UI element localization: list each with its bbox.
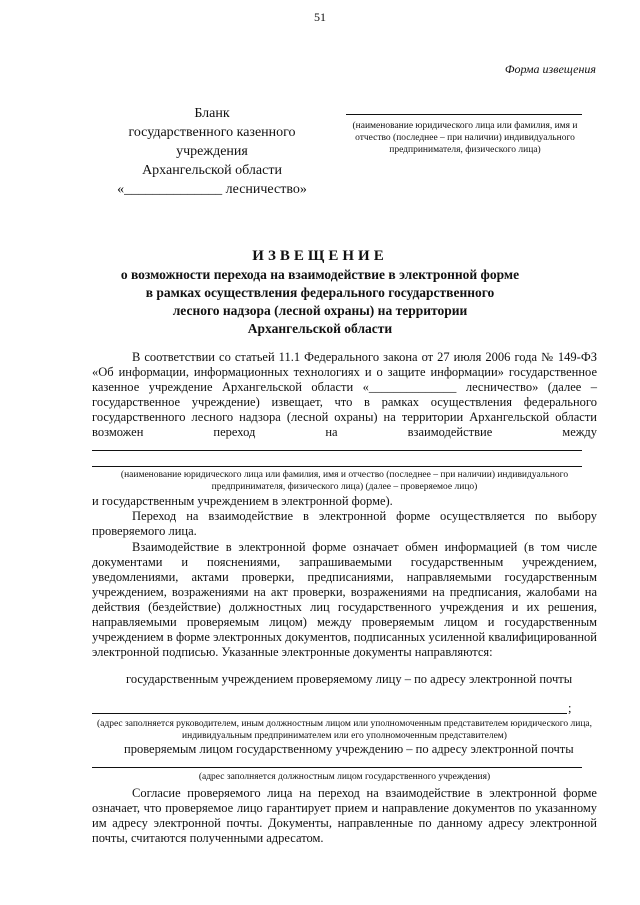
paragraph-interaction: Взаимодействие в электронной форме означает обмен информацией (в том числе документами и пояснениями, запрашиваемыми государственным учреждением, уведомлениями, актами проверки, предписаниями, направляемыми государственным учреждением, возражениями на акт проверки, возражениями на предписания, жалобами на действия (бездействие) должностных лиц государственного учреждения и их решения, направляемыми проверяемым лицом) между проверяемым лицом и государственным учреждением в форме электронных документов, подписанных усиленной квалифицированной электронной подписью. Указанные электронные документы направляются: (92, 540, 597, 659)
form-label: Форма извещения (504, 62, 596, 76)
paragraph-email-to-person: государственным учреждением проверяемому лицу – по адресу электронной почты (126, 672, 573, 686)
subtitle-line: о возможности перехода на взаимодействие в электронной форме (120, 267, 520, 282)
paragraph-intro: В соответствии со статьей 11.1 Федерального закона от 27 июля 2006 года № 149-ФЗ «Об информации, информационных технологиях и о защите информации» государственное казенное учреждение Архангельской области «______________ лесничество» (далее – государственное учреждение) извещает, что в рамках осуществления федерального государственного лесного надзора (лесной охраны) на территории Архангельской области возможен переход на взаимодействие между (92, 350, 597, 439)
letterhead-line: государственного казенного (128, 125, 296, 140)
paragraph-intro-end: и государственным учреждением в электронной форме). (92, 494, 393, 508)
fill-line (92, 466, 582, 467)
letterhead-line: «______________ лесничество» (117, 182, 307, 197)
addressee-note: (наименование юридического лица или фамилия, имя и отчество (последнее – при наличии) индивидуального предпринимателя, физического лица) (352, 121, 578, 155)
paragraph-consent: Согласие проверяемого лица на переход на взаимодействие в электронной форме означает, что проверяемое лицо гарантирует прием и направление документов по указанному им адресу электронной почты. Документы, направленные по данному адресу электронной почты, считаются полученными адресатом. (92, 786, 597, 845)
semicolon: ; (568, 701, 572, 715)
fill-line (92, 767, 582, 768)
letterhead-block (92, 104, 332, 199)
fill-line (92, 450, 582, 451)
document-title: ИЗВЕЩЕНИЕ (252, 248, 388, 264)
note-institution-email: (адрес заполняется должностным лицом государственного учреждения) (198, 772, 491, 782)
fill-line (92, 713, 567, 714)
subtitle-line: Архангельской области (247, 321, 393, 336)
subtitle-line: в рамках осуществления федерального государственного (145, 285, 495, 300)
page-number: 51 (314, 10, 326, 24)
paragraph-email-to-institution: проверяемым лицом государственному учреждению – по адресу электронной почты (124, 742, 574, 756)
letterhead-line: учреждения (176, 144, 248, 159)
note-person-email: (адрес заполняется руководителем, иным должностным лицом или уполномоченным представителем юридического лица, индивидуальным предпринимателем или его уполномоченным представителем) (96, 719, 592, 741)
subtitle-line: лесного надзора (лесной охраны) на территории (172, 303, 468, 318)
letterhead-line: Архангельской области (142, 163, 282, 178)
note-inspected-person: (наименование юридического лица или фамилия, имя и отчество (последнее – при наличии) индивидуального предпринимателя, физического лица) (далее – проверяемое лицо) (120, 470, 569, 492)
addressee-fill-line (346, 114, 582, 115)
letterhead-line: Бланк (194, 106, 230, 121)
document-subtitle (100, 266, 540, 338)
paragraph-choice: Переход на взаимодействие в электронной форме осуществляется по выбору проверяемого лица. (92, 509, 597, 538)
